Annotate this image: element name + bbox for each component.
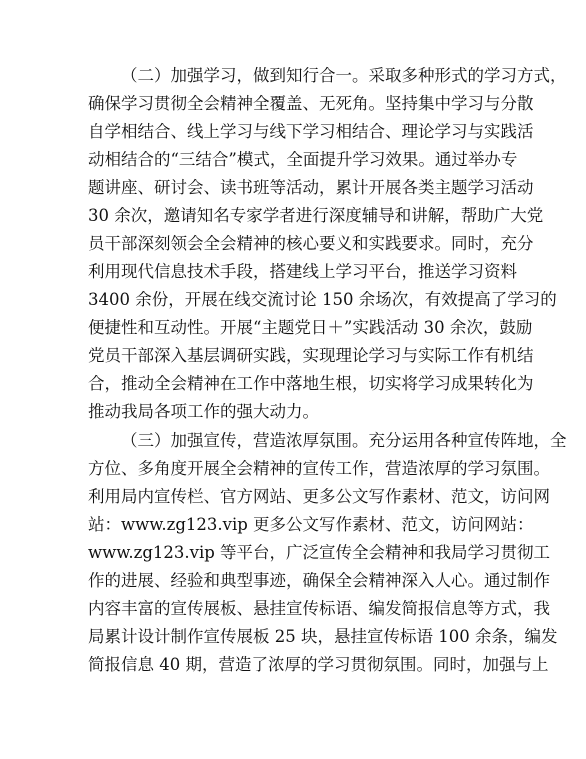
paragraph-line: 动相结合的“三结合”模式，全面提升学习效果。通过举办专 (88, 150, 518, 169)
paragraph-line: 党员干部深入基层调研实践，实现理论学习与实际工作有机结 (88, 346, 534, 365)
paragraph-line: 合，推动全会精神在工作中落地生根，切实将学习成果转化为 (88, 374, 534, 393)
paragraph-line: 作的进展、经验和典型事迹，确保全会精神深入人心。通过制作 (88, 571, 550, 590)
paragraph-line: 利用局内宣传栏、官方网站、更多公文写作素材、范文，访问网 (88, 487, 550, 506)
paragraph-line: （三）加强宣传，营造浓厚氛围。充分运用各种宣传阵地，全 (121, 431, 567, 450)
paragraph-publicity (88, 427, 567, 679)
paragraph-line: 内容丰富的宣传展板、悬挂宣传标语、编发简报信息等方式，我 (88, 599, 550, 618)
paragraph-line: 利用现代信息技术手段，搭建线上学习平台，推送学习资料 (88, 262, 517, 281)
paragraph-line: 自学相结合、线上学习与线下学习相结合、理论学习与实践活 (88, 122, 534, 141)
paragraph-learning (88, 62, 567, 426)
paragraph-line: 简报信息 40 期，营造了浓厚的学习贯彻氛围。同时，加强与上 (88, 655, 549, 674)
paragraph-line: 3400 余份，开展在线交流讨论 150 余场次，有效提高了学习的 (88, 290, 557, 309)
paragraph-line: 30 余次，邀请知名专家学者进行深度辅导和讲解，帮助广大党 (88, 206, 544, 225)
paragraph-line: 员干部深刻领会全会精神的核心要义和实践要求。同时，充分 (88, 234, 534, 253)
paragraph-line: 确保学习贯彻全会精神全覆盖、无死角。坚持集中学习与分散 (88, 94, 534, 113)
paragraph-line: 站：www.zg123.vip 更多公文写作素材、范文，访问网站： (88, 515, 534, 534)
paragraph-line: 便捷性和互动性。开展“主题党日＋”实践活动 30 余次，鼓励 (88, 318, 533, 337)
paragraph-line: 方位、多角度开展全会精神的宣传工作，营造浓厚的学习氛围。 (88, 459, 550, 478)
paragraph-line: 推动我局各项工作的强大动力。 (88, 402, 319, 421)
paragraph-line: 题讲座、研讨会、读书班等活动，累计开展各类主题学习活动 (88, 178, 534, 197)
paragraph-line: www.zg123.vip 等平台，广泛宣传全会精神和我局学习贯彻工 (88, 543, 551, 562)
paragraph-line: 局累计设计制作宣传展板 25 块，悬挂宣传标语 100 余条，编发 (88, 627, 558, 646)
paragraph-line: （二）加强学习，做到知行合一。采取多种形式的学习方式， (121, 66, 567, 85)
